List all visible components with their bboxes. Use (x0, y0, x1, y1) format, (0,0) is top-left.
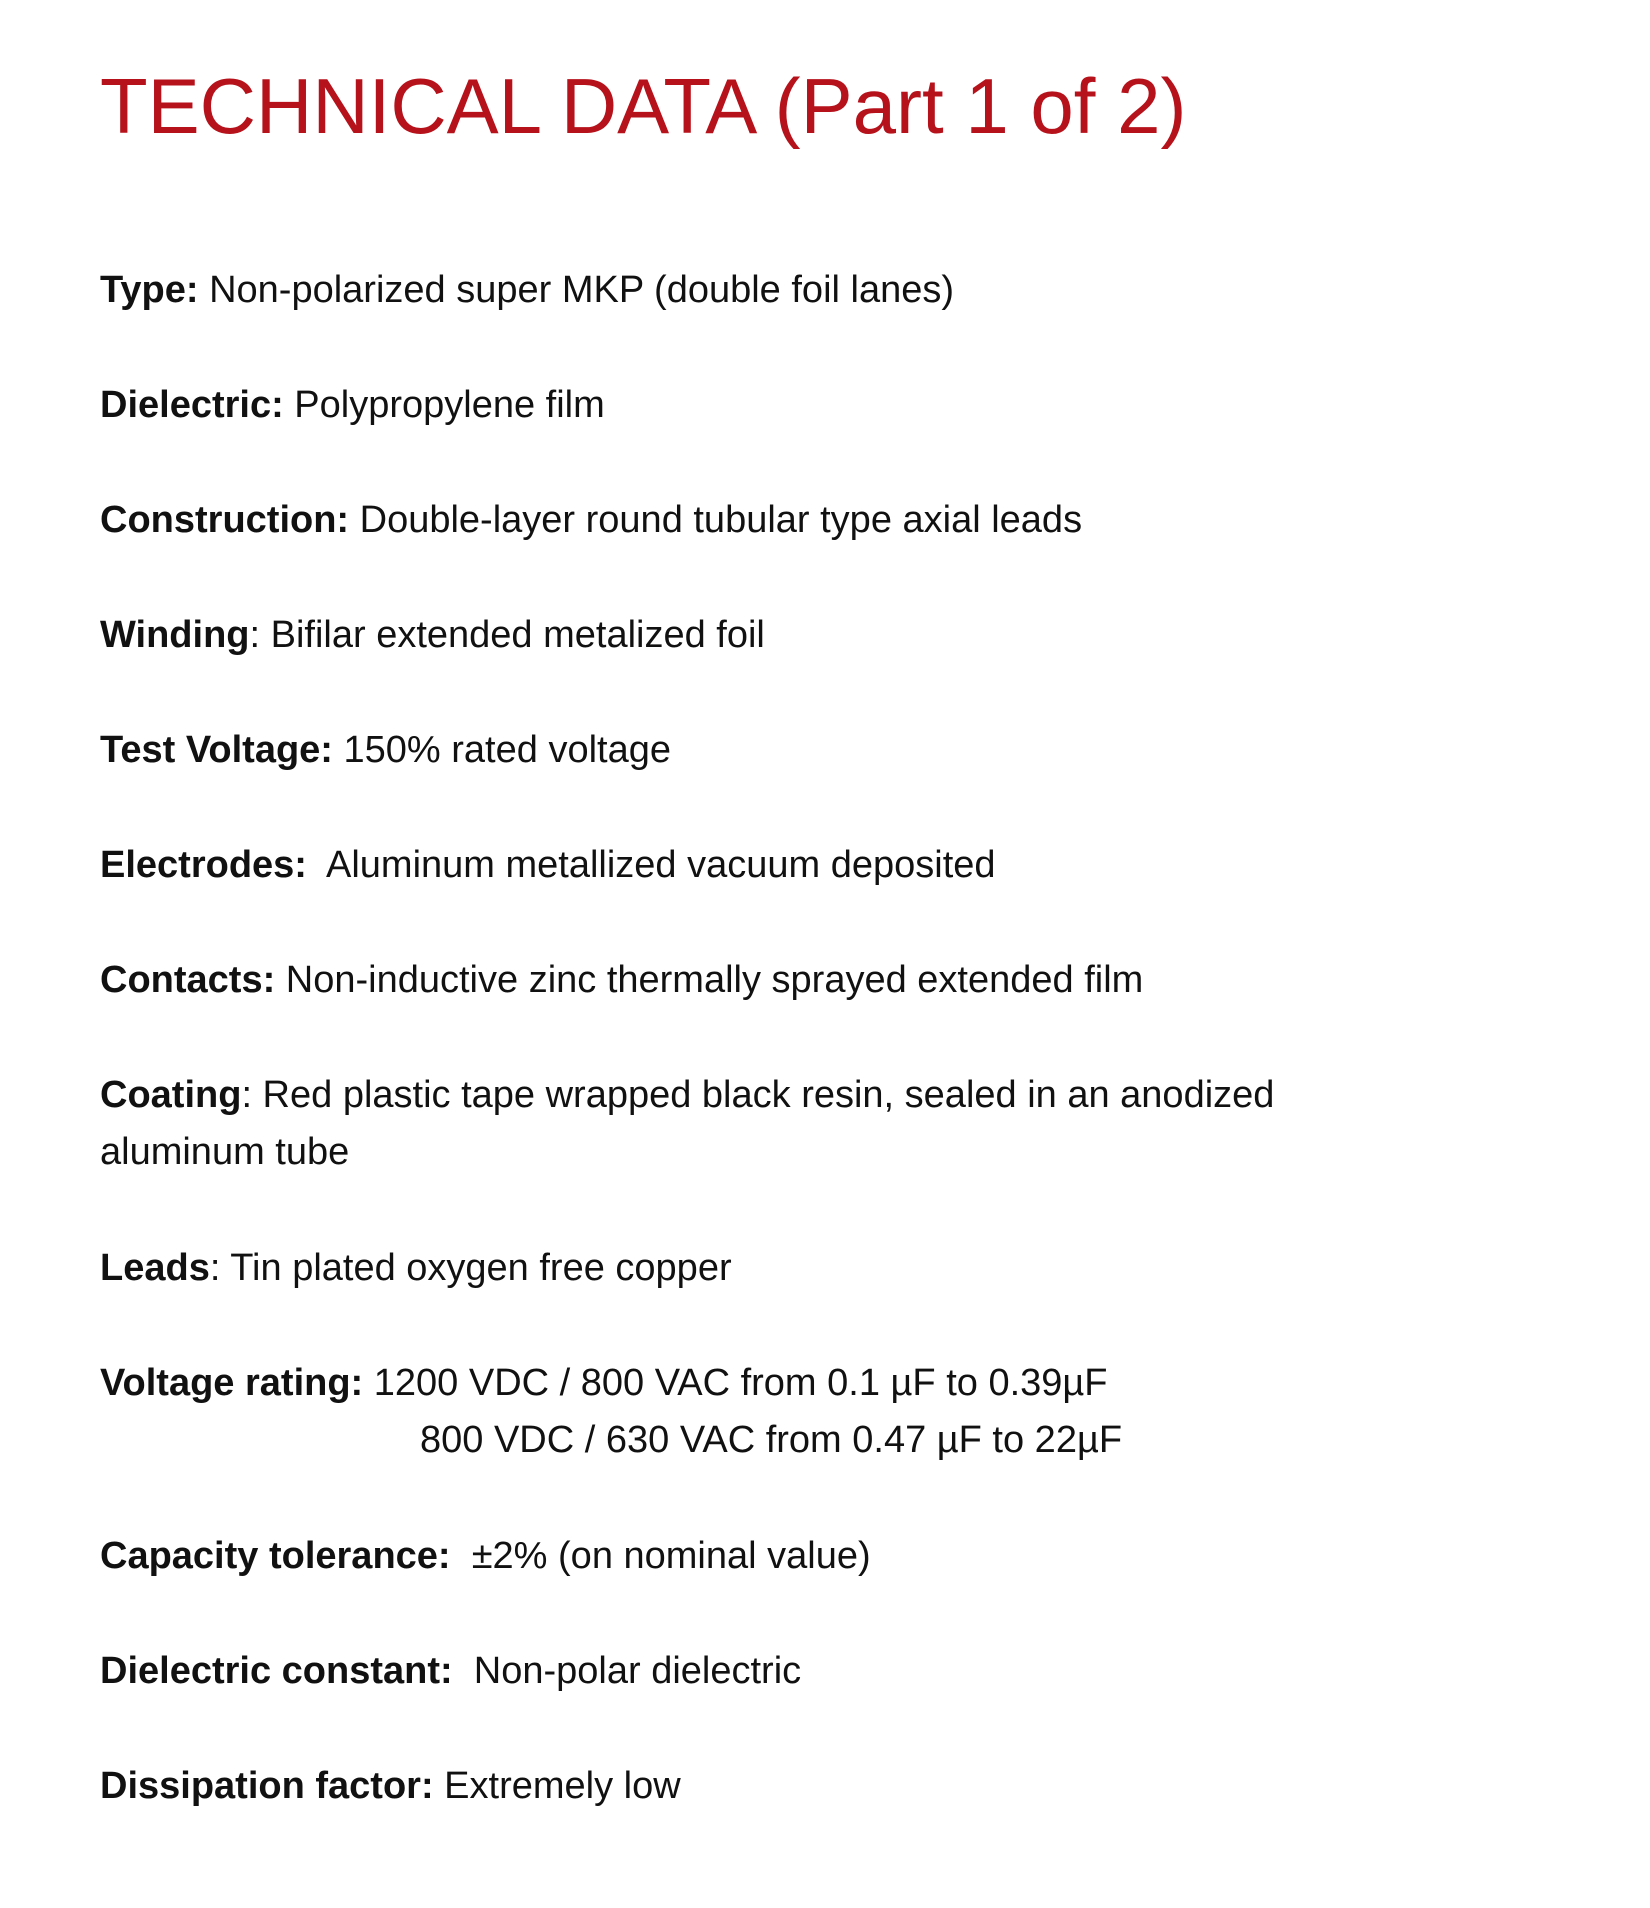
spec-value: : Bifilar extended metalized foil (249, 614, 765, 656)
spec-label: Test Voltage: (100, 729, 333, 771)
spec-voltage-rating (100, 1355, 1550, 1469)
spec-contacts (100, 952, 1550, 1009)
spec-label: Leads (100, 1247, 210, 1289)
spec-value: Non-inductive zinc thermally sprayed extended film (275, 959, 1144, 1001)
page-title: TECHNICAL DATA (Part 1 of 2) (100, 62, 1187, 150)
spec-value: Non-polarized super MKP (double foil lanes) (198, 269, 955, 311)
spec-construction (100, 492, 1550, 549)
spec-coating (100, 1067, 1440, 1181)
spec-label: Dissipation factor: (100, 1765, 434, 1807)
spec-value-line-2: 800 VDC / 630 VAC from 0.47 µF to 22µF (420, 1419, 1123, 1461)
spec-value: 150% rated voltage (332, 729, 671, 771)
spec-value-line-1: 1200 VDC / 800 VAC from 0.1 µF to 0.39µF (363, 1362, 1108, 1404)
spec-label: Voltage rating: (100, 1362, 364, 1404)
spec-label: Winding (100, 614, 250, 656)
spec-label: Electrodes: (100, 844, 307, 886)
spec-value: Non-polar dielectric (452, 1650, 802, 1692)
spec-value: Extremely low (433, 1765, 681, 1807)
spec-value: : Red plastic tape wrapped black resin, sealed in an anodized aluminum tube (100, 1074, 1285, 1173)
spec-label: Coating (100, 1074, 242, 1116)
spec-electrodes (100, 837, 1550, 894)
spec-label: Contacts: (100, 959, 276, 1001)
spec-leads (100, 1240, 1550, 1297)
spec-test-voltage (100, 722, 1550, 779)
spec-type (100, 262, 1550, 319)
spec-dielectric (100, 377, 1550, 434)
spec-value: : Tin plated oxygen free copper (209, 1247, 732, 1289)
spec-value: Polypropylene film (283, 384, 605, 426)
spec-value: Double-layer round tubular type axial leads (349, 499, 1083, 541)
spec-value: ±2% (on nominal value) (450, 1535, 871, 1577)
spec-label: Type: (100, 269, 199, 311)
spec-value: Aluminum metallized vacuum deposited (306, 844, 996, 886)
spec-label: Construction: (100, 499, 350, 541)
spec-winding (100, 607, 1550, 664)
spec-dissipation-factor (100, 1758, 1550, 1815)
spec-capacity-tolerance (100, 1528, 1550, 1585)
spec-label: Dielectric constant: (100, 1650, 453, 1692)
spec-label: Capacity tolerance: (100, 1535, 451, 1577)
spec-dielectric-constant (100, 1643, 1550, 1700)
spec-label: Dielectric: (100, 384, 284, 426)
